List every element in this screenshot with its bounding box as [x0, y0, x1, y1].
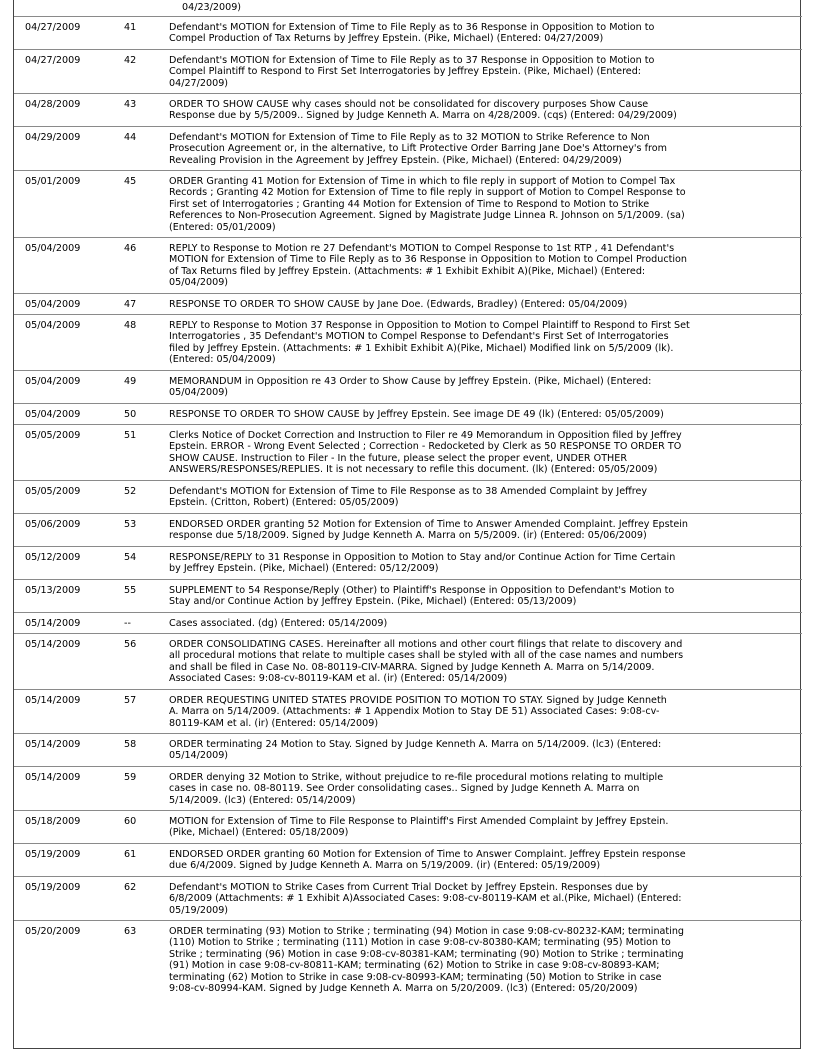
- entry-number: 60: [124, 816, 137, 827]
- entry-number: 42: [124, 55, 137, 66]
- entry-text: Defendant's MOTION for Extension of Time to File Response as to 38 Amended Complaint by Jeffrey Epstein. (Critton, Robert) (Entered: 05/05/2009): [169, 486, 648, 509]
- entry-number: 43: [124, 99, 137, 110]
- entry-date: 05/04/2009: [25, 299, 81, 310]
- entry-date: 04/27/2009: [25, 22, 81, 33]
- entry-number: 52: [124, 486, 137, 497]
- entry-date: 05/18/2009: [25, 816, 81, 827]
- entry-text: Defendant's MOTION for Extension of Time to File Reply as to 32 MOTION to Strike Reference to Non Prosecution Agreement or, in the alternative, to Lift Protective Order Barring Jane Doe's Attorney's from Revealing Provision in the Agreement by Jeffrey Epstein. (Pike, Michael) (Entered: 04/29/2009): [169, 132, 667, 166]
- entry-date: 05/04/2009: [25, 243, 81, 254]
- docket-entry-row: [14, 424, 802, 481]
- docket-entry-row: [14, 843, 802, 877]
- entry-date: 04/27/2009: [25, 55, 81, 66]
- entry-date: 04/29/2009: [25, 132, 81, 143]
- docket-entry-row: [14, 513, 802, 547]
- docket-entry-row: [14, 237, 802, 294]
- entry-number: --: [124, 618, 131, 629]
- entry-number: 63: [124, 926, 137, 937]
- entry-number: 61: [124, 849, 137, 860]
- entry-text: ORDER Granting 41 Motion for Extension of Time in which to file reply in support of Motion to Compel Tax Records ; Granting 42 Motion for Extension of Time to file reply in support of Motion to Compel Response to First set of Interrogatories ; Granting 44 Motion for Extension of Time to Respond to Motion to Strike References to Non-Prosecution Agreement. Signed by Magistrate Judge Linnea R. Johnson on 5/1/2009. (sa) (Entered: 05/01/2009): [169, 176, 686, 233]
- docket-entry-row: [14, 733, 802, 767]
- entry-date: 05/14/2009: [25, 618, 81, 629]
- docket-table: [13, 0, 801, 1049]
- entry-number: 46: [124, 243, 137, 254]
- docket-entry-row: [14, 480, 802, 514]
- entry-date: 05/04/2009: [25, 376, 81, 387]
- entry-date: 05/14/2009: [25, 695, 81, 706]
- entry-text: ENDORSED ORDER granting 52 Motion for Extension of Time to Answer Amended Complaint. Jeffrey Epstein response due 5/18/2009. Signed by Judge Kenneth A. Marra on 5/5/2009. (ir) (Entered: 05/06/2009): [169, 519, 689, 542]
- continued-entry-text: 04/23/2009): [182, 2, 242, 13]
- entry-date: 05/19/2009: [25, 849, 81, 860]
- docket-entry-row: [14, 16, 802, 50]
- entry-text: REPLY to Response to Motion 37 Response in Opposition to Motion to Compel Plaintiff to Respond to First Set Interrogatories , 35 Defendant's MOTION to Compel Response to Defendant's First Set of Interrogatories filed by Jeffrey Epstein. (Attachments: # 1 Exhibit Exhibit A)(Pike, Michael) Modified link on 5/5/2009 (lk). (Entered: 05/04/2009): [169, 320, 690, 366]
- entry-text: MOTION for Extension of Time to File Response to Plaintiff's First Amended Complaint by Jeffrey Epstein. (Pike, Michael) (Entered: 05/18/2009): [169, 816, 669, 839]
- docket-entry-row: [14, 170, 802, 238]
- docket-entry-row: [14, 766, 802, 811]
- docket-entry-row: [14, 633, 802, 690]
- entry-date: 05/01/2009: [25, 176, 81, 187]
- entry-number: 51: [124, 430, 137, 441]
- entry-text: RESPONSE TO ORDER TO SHOW CAUSE by Jane Doe. (Edwards, Bradley) (Entered: 05/04/2009): [169, 299, 628, 310]
- entry-number: 54: [124, 552, 137, 563]
- entry-number: 50: [124, 409, 137, 420]
- entry-number: 55: [124, 585, 137, 596]
- docket-entry-row: [14, 314, 802, 371]
- docket-entry-row: [14, 920, 802, 999]
- entry-text: MEMORANDUM in Opposition re 43 Order to Show Cause by Jeffrey Epstein. (Pike, Michael) (Entered: 05/04/2009): [169, 376, 652, 399]
- entry-date: 05/06/2009: [25, 519, 81, 530]
- entry-number: 45: [124, 176, 137, 187]
- entry-text: ORDER terminating 24 Motion to Stay. Signed by Judge Kenneth A. Marra on 5/14/2009. (lc3) (Entered: 05/14/2009): [169, 739, 662, 762]
- docket-entry-row: [14, 293, 802, 315]
- entry-text: RESPONSE/REPLY to 31 Response in Opposition to Motion to Stay and/or Continue Action for Time Certain by Jeffrey Epstein. (Pike, Michael) (Entered: 05/12/2009): [169, 552, 676, 575]
- entry-text: Defendant's MOTION for Extension of Time to File Reply as to 37 Response in Opposition to Motion to Compel Plaintiff to Respond to First Set Interrogatories by Jeffrey Epstein. (Pike, Michael) (Entered: 04/27/2009): [169, 55, 655, 89]
- entry-date: 05/04/2009: [25, 409, 81, 420]
- entry-number: 59: [124, 772, 137, 783]
- entry-date: 04/28/2009: [25, 99, 81, 110]
- docket-entry-row: [14, 93, 802, 127]
- docket-entry-row: [14, 579, 802, 613]
- entry-date: 05/20/2009: [25, 926, 81, 937]
- entry-date: 05/05/2009: [25, 486, 81, 497]
- entry-date: 05/19/2009: [25, 882, 81, 893]
- entry-text: ORDER TO SHOW CAUSE why cases should not be consolidated for discovery purposes Show Cause Response due by 5/5/2009.. Signed by Judge Kenneth A. Marra on 4/28/2009. (cqs) (Entered: 04/29/2009): [169, 99, 677, 122]
- entry-text: Defendant's MOTION for Extension of Time to File Reply as to 36 Response in Opposition to Motion to Compel Production of Tax Returns by Jeffrey Epstein. (Pike, Michael) (Entered: 04/27/2009): [169, 22, 655, 45]
- entry-text: SUPPLEMENT to 54 Response/Reply (Other) to Plaintiff's Response in Opposition to Defendant's Motion to Stay and/or Continue Action by Jeffrey Epstein. (Pike, Michael) (Entered: 05/13/2009): [169, 585, 675, 608]
- docket-entry-row: [14, 810, 802, 844]
- entry-text: ENDORSED ORDER granting 60 Motion for Extension of Time to Answer Complaint. Jeffrey Epstein response due 6/4/2009. Signed by Judge Kenneth A. Marra on 5/19/2009. (ir) (Entered: 05/19/2009): [169, 849, 686, 872]
- entry-number: 53: [124, 519, 137, 530]
- docket-entry-row: [14, 370, 802, 404]
- entry-number: 41: [124, 22, 137, 33]
- entry-date: 05/14/2009: [25, 772, 81, 783]
- entry-number: 56: [124, 639, 137, 650]
- entry-number: 48: [124, 320, 137, 331]
- entry-text: REPLY to Response to Motion re 27 Defendant's MOTION to Compel Response to 1st RTP , 41 Defendant's MOTION for Extension of Time to File Reply as to 36 Response in Opposition to Motion to Compel Production of Tax Returns filed by Jeffrey Epstein. (Attachments: # 1 Exhibit Exhibit A)(Pike, Michael) (Entered: 05/04/2009): [169, 243, 687, 289]
- entry-date: 05/12/2009: [25, 552, 81, 563]
- entry-number: 44: [124, 132, 137, 143]
- entry-number: 57: [124, 695, 137, 706]
- entry-date: 05/04/2009: [25, 320, 81, 331]
- entry-text: Cases associated. (dg) (Entered: 05/14/2009): [169, 618, 388, 629]
- entry-text: ORDER terminating (93) Motion to Strike ; terminating (94) Motion in case 9:08-cv-80232-KAM; terminating (110) Motion to Strike ; terminating (111) Motion in case 9:08-cv-80380-KAM; terminating (95) Motion to Strike ; terminating (96) Motion in case 9:08-cv-80381-KAM; terminating (90) Motion to Strike ; terminating (91) Motion in case 9:08-cv-80811-KAM; terminating (62) Motion to Strike in case 9:08-cv-80893-KAM; terminating (62) Motion to Strike in case 9:08-cv-80993-KAM; terminating (50) Motion to Strike in case 9:08-cv-80994-KAM. Signed by Judge Kenneth A. Marra on 5/20/2009. (lc3) (Entered: 05/20/2009): [169, 926, 685, 995]
- entry-date: 05/13/2009: [25, 585, 81, 596]
- docket-entry-row: [14, 876, 802, 921]
- entry-text: Defendant's MOTION to Strike Cases from Current Trial Docket by Jeffrey Epstein. Responses due by 6/8/2009 (Attachments: # 1 Exhibit A)Associated Cases: 9:08-cv-80119-KAM et al.(Pike, Michael) (Entered: 05/19/2009): [169, 882, 682, 916]
- docket-entry-row: [14, 403, 802, 425]
- entry-text: RESPONSE TO ORDER TO SHOW CAUSE by Jeffrey Epstein. See image DE 49 (lk) (Entered: 05/05/2009): [169, 409, 664, 420]
- entry-number: 49: [124, 376, 137, 387]
- entry-date: 05/14/2009: [25, 739, 81, 750]
- docket-entry-row: [14, 546, 802, 580]
- docket-entry-row: [14, 49, 802, 94]
- entry-text: ORDER CONSOLIDATING CASES. Hereinafter all motions and other court filings that relate to discovery and all procedural motions that relate to multiple cases shall be styled with all of the case names and numbers and shall be filed in Case No. 08-80119-CIV-MARRA. Signed by Judge Kenneth A. Marra on 5/14/2009. Associated Cases: 9:08-cv-80119-KAM et al. (ir) (Entered: 05/14/2009): [169, 639, 684, 685]
- docket-entry-row: [14, 612, 802, 634]
- docket-entry-row: [14, 126, 802, 171]
- entry-text: Clerks Notice of Docket Correction and Instruction to Filer re 49 Memorandum in Opposition filed by Jeffrey Epstein. ERROR - Wrong Event Selected ; Correction - Redocketed by Clerk as 50 RESPONSE TO ORDER TO SHOW CAUSE. Instruction to Filer - In the future, please select the proper event, UNDER OTHER ANSWERS/RESPONSES/REPLIES. It is not necessary to refile this document. (lk) (Entered: 05/05/2009): [169, 430, 682, 476]
- docket-entry-row: [14, 689, 802, 734]
- entry-date: 05/05/2009: [25, 430, 81, 441]
- entry-date: 05/14/2009: [25, 639, 81, 650]
- entry-text: ORDER denying 32 Motion to Strike, without prejudice to re-file procedural motions relating to multiple cases in case no. 08-80119. See Order consolidating cases.. Signed by Judge Kenneth A. Marra on 5/14/2009. (lc3) (Entered: 05/14/2009): [169, 772, 664, 806]
- entry-number: 62: [124, 882, 137, 893]
- entry-number: 58: [124, 739, 137, 750]
- entry-text: ORDER REQUESTING UNITED STATES PROVIDE POSITION TO MOTION TO STAY. Signed by Judge Kenneth A. Marra on 5/14/2009. (Attachments: # 1 Appendix Motion to Stay DE 51) Associated Cases: 9:08-cv- 80119-KAM et al. (ir) (Entered: 05/14/2009): [169, 695, 667, 729]
- entry-number: 47: [124, 299, 137, 310]
